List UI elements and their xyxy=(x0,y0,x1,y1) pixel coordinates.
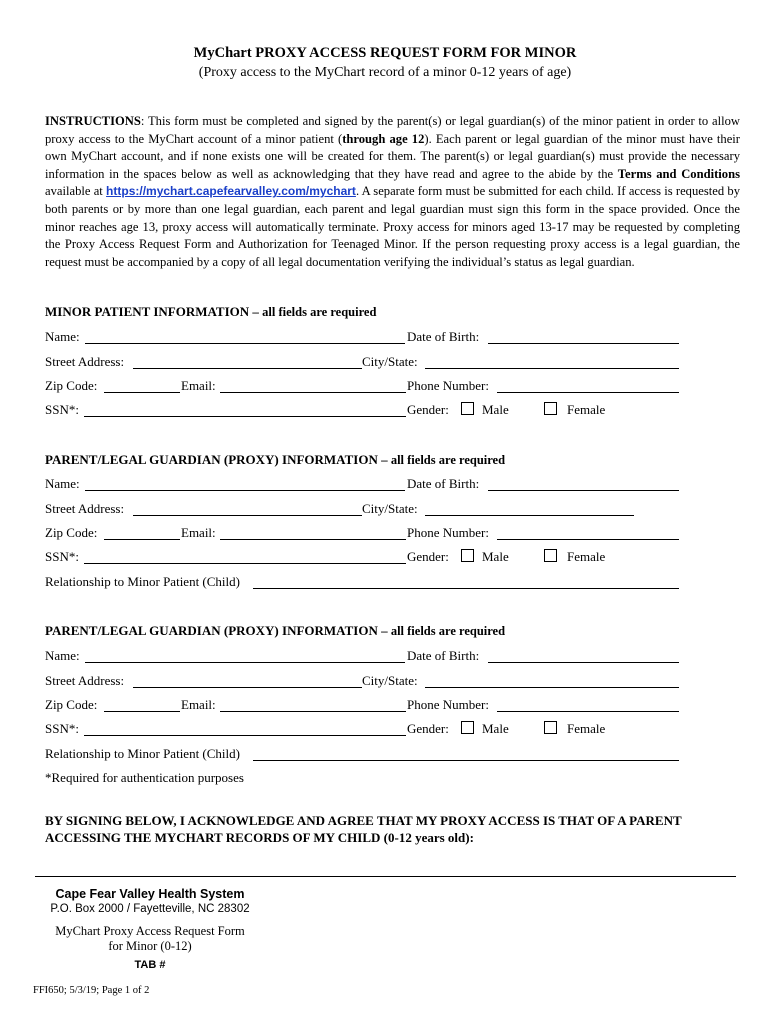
guardian1-address-row xyxy=(45,501,685,519)
gender-label: Gender: xyxy=(407,721,449,736)
city-state-label: City/State: xyxy=(362,501,418,516)
guardian2-street-field[interactable] xyxy=(133,687,362,688)
ssn-label: SSN*: xyxy=(45,721,79,736)
street-label: Street Address: xyxy=(45,501,125,516)
guardian2-phone-field[interactable] xyxy=(497,711,679,712)
name-label: Name: xyxy=(45,476,80,491)
dob-label: Date of Birth: xyxy=(407,476,480,491)
minor-dob-field[interactable] xyxy=(488,343,679,344)
guardian1-ssn-row xyxy=(45,549,685,567)
guardian1-email-field[interactable] xyxy=(220,539,406,540)
instructions-text-2: ). Each parent or legal guardian of the minor must have their own MyChart account, and if none exists one will be created for them. The parent(s) or legal guardian(s) must provide the necessary information in the spaces below as well as acknowledging that they have read and agree to the abide by the xyxy=(45,131,740,181)
minor-section-header: MINOR PATIENT INFORMATION – all fields are required xyxy=(45,304,377,319)
guardian1-city-state-field[interactable] xyxy=(425,515,634,516)
guardian1-male-checkbox[interactable] xyxy=(461,549,474,562)
instructions-text-3: available at xyxy=(45,184,107,199)
guardian2-name-field[interactable] xyxy=(85,662,405,663)
email-label: Email: xyxy=(181,378,216,393)
guardian1-street-field[interactable] xyxy=(133,515,362,516)
guardian1-female-checkbox[interactable] xyxy=(544,549,557,562)
instructions-lead: INSTRUCTIONS xyxy=(45,114,141,128)
minor-address-row xyxy=(45,354,685,372)
guardian2-name-row xyxy=(45,648,685,666)
relationship-label: Relationship to Minor Patient (Child) xyxy=(45,746,240,761)
minor-name-field[interactable] xyxy=(85,343,405,344)
guardian1-dob-field[interactable] xyxy=(488,490,679,491)
name-label: Name: xyxy=(45,648,80,663)
zip-label: Zip Code: xyxy=(45,378,98,393)
organization-name: Cape Fear Valley Health System xyxy=(55,887,245,901)
acknowledgement-statement: BY SIGNING BELOW, I ACKNOWLEDGE AND AGREE THAT MY PROXY ACCESS IS THAT OF A PARENT ACCESSING THE MYCHART RECORDS OF MY CHILD (0-12 years old): xyxy=(45,813,682,845)
organization-address: P.O. Box 2000 / Fayetteville, NC 28302 xyxy=(50,903,250,915)
female-label: Female xyxy=(567,549,606,564)
guardian1-ssn-field[interactable] xyxy=(84,563,406,564)
guardian2-dob-field[interactable] xyxy=(488,662,679,663)
minor-phone-field[interactable] xyxy=(497,392,679,393)
instructions-paragraph xyxy=(45,113,740,271)
guardian1-name-row xyxy=(45,476,685,494)
guardian2-zip-field[interactable] xyxy=(104,711,180,712)
guardian1-section-header: PARENT/LEGAL GUARDIAN (PROXY) INFORMATION – all fields are required xyxy=(45,452,506,467)
email-label: Email: xyxy=(181,525,216,540)
terms-and-conditions: Terms and Conditions xyxy=(617,166,740,181)
ssn-label: SSN*: xyxy=(45,549,79,564)
email-label: Email: xyxy=(181,697,216,712)
guardian2-relationship-row xyxy=(45,746,685,764)
name-label: Name: xyxy=(45,329,80,344)
minor-male-checkbox[interactable] xyxy=(461,402,474,415)
phone-label: Phone Number: xyxy=(407,378,489,393)
city-state-label: City/State: xyxy=(362,673,418,688)
male-label: Male xyxy=(482,721,509,736)
zip-label: Zip Code: xyxy=(45,525,98,540)
phone-label: Phone Number: xyxy=(407,697,489,712)
male-label: Male xyxy=(482,549,509,564)
instructions-text-4: . A separate form must be submitted for each child. If access is requested by both parents or by more than one legal guardian, each parent and legal guardian must sign this form in the space provided. Once the minor reaches age 13, proxy access will automatically terminate. Proxy access for minors aged 13-17 may be requested by completing the Proxy Access Request Form and Authorization for Teenaged Minor. If the person requesting proxy access is a legal guardian, the request must be accompanied by a copy of all legal documentation verifying the individual’s status as legal guardian. xyxy=(45,184,740,269)
guardian2-address-row xyxy=(45,673,685,691)
guardian2-ssn-row xyxy=(45,721,685,739)
minor-ssn-field[interactable] xyxy=(84,416,406,417)
instructions-age: through age 12 xyxy=(342,131,425,146)
street-label: Street Address: xyxy=(45,673,125,688)
zip-label: Zip Code: xyxy=(45,697,98,712)
instructions-text-1: : This form must be completed and signed by the parent(s) or legal guardian(s) of the minor patient in order to allow proxy access to the MyChart account of a minor patient ( xyxy=(45,114,740,146)
guardian1-zip-field[interactable] xyxy=(104,539,180,540)
form-title: MyChart PROXY ACCESS REQUEST FORM FOR MINOR xyxy=(193,45,577,61)
form-subtitle: (Proxy access to the MyChart record of a minor 0-12 years of age) xyxy=(198,65,572,80)
dob-label: Date of Birth: xyxy=(407,648,480,663)
guardian2-contact-row xyxy=(45,697,685,715)
ssn-label: SSN*: xyxy=(45,402,79,417)
minor-ssn-row xyxy=(45,402,685,420)
city-state-label: City/State: xyxy=(362,354,418,369)
guardian2-relationship-field[interactable] xyxy=(253,760,679,761)
female-label: Female xyxy=(567,721,606,736)
guardian2-female-checkbox[interactable] xyxy=(544,721,557,734)
minor-street-field[interactable] xyxy=(133,368,362,369)
minor-name-row xyxy=(45,329,685,347)
signature-line[interactable] xyxy=(35,876,736,877)
tab-number: TAB # xyxy=(134,959,166,971)
minor-zip-field[interactable] xyxy=(104,392,180,393)
minor-email-field[interactable] xyxy=(220,392,406,393)
relationship-label: Relationship to Minor Patient (Child) xyxy=(45,574,240,589)
page-footer: FFI650; 5/3/19; Page 1 of 2 xyxy=(33,985,150,996)
ssn-note: *Required for authentication purposes xyxy=(45,770,244,785)
guardian1-contact-row xyxy=(45,525,685,543)
minor-female-checkbox[interactable] xyxy=(544,402,557,415)
guardian1-relationship-field[interactable] xyxy=(253,588,679,589)
guardian1-name-field[interactable] xyxy=(85,490,405,491)
guardian2-section-header: PARENT/LEGAL GUARDIAN (PROXY) INFORMATION – all fields are required xyxy=(45,623,506,638)
guardian1-relationship-row xyxy=(45,574,685,592)
male-label: Male xyxy=(482,402,509,417)
guardian2-male-checkbox[interactable] xyxy=(461,721,474,734)
minor-contact-row xyxy=(45,378,685,396)
street-label: Street Address: xyxy=(45,354,125,369)
form-name-line1: MyChart Proxy Access Request Form xyxy=(55,924,245,938)
guardian2-ssn-field[interactable] xyxy=(84,735,406,736)
guardian1-phone-field[interactable] xyxy=(497,539,679,540)
female-label: Female xyxy=(567,402,606,417)
form-name-line2: for Minor (0-12) xyxy=(108,939,192,953)
gender-label: Gender: xyxy=(407,402,449,417)
mychart-link[interactable]: https://mychart.capefearvalley.com/mychart xyxy=(106,184,356,199)
gender-label: Gender: xyxy=(407,549,449,564)
phone-label: Phone Number: xyxy=(407,525,489,540)
guardian2-city-state-field[interactable] xyxy=(425,687,679,688)
guardian2-email-field[interactable] xyxy=(220,711,406,712)
minor-city-state-field[interactable] xyxy=(425,368,679,369)
dob-label: Date of Birth: xyxy=(407,329,480,344)
